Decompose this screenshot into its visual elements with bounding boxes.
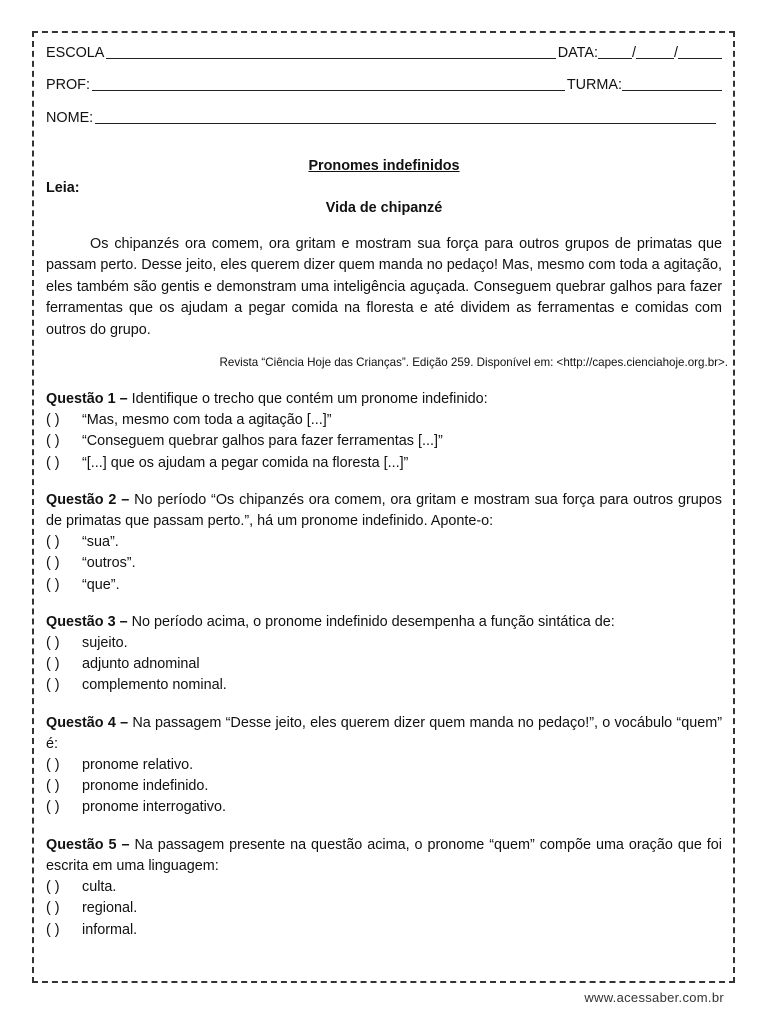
answer-checkbox[interactable]: ( ) [46, 534, 60, 551]
prof-field[interactable] [92, 89, 565, 91]
question-prompt: No período “Os chipanzés ora comem, ora gritam e mostram sua força para outros grupos de primatas que passam perto.”, há um pronome indefinido. Aponte-o: [46, 491, 722, 530]
answer-option[interactable] [46, 755, 722, 776]
question-label: Questão 1 – [46, 391, 128, 408]
escola-field[interactable] [106, 57, 555, 59]
question-text [46, 389, 722, 410]
date-month-field[interactable] [636, 57, 674, 59]
answer-option[interactable] [46, 575, 722, 596]
escola-data-row [46, 42, 722, 62]
nome-label: NOME: [46, 110, 94, 126]
answer-option[interactable] [46, 654, 722, 675]
option-text: “Mas, mesmo com toda a agitação [...]” [82, 412, 332, 429]
answer-checkbox[interactable]: ( ) [46, 879, 60, 896]
data-label: DATA: [557, 45, 598, 61]
option-text: complemento nominal. [82, 677, 227, 694]
option-text: pronome indefinido. [82, 778, 209, 795]
turma-field[interactable] [622, 89, 722, 91]
date-separator: / [632, 45, 636, 61]
question-label: Questão 3 – [46, 613, 128, 630]
answer-option[interactable] [46, 532, 722, 553]
date-year-field[interactable] [678, 57, 722, 59]
answer-checkbox[interactable]: ( ) [46, 921, 60, 938]
page-title: Pronomes indefinidos [308, 158, 460, 174]
answer-checkbox[interactable]: ( ) [46, 555, 60, 572]
answer-option[interactable] [46, 776, 722, 797]
reading-title: Vida de chipanzé [325, 200, 443, 216]
worksheet [46, 42, 728, 941]
option-text: sujeito. [82, 635, 128, 652]
question-label: Questão 2 – [46, 491, 130, 508]
question-5 [46, 835, 722, 941]
answer-option[interactable] [46, 797, 722, 818]
answer-checkbox[interactable]: ( ) [46, 635, 60, 652]
question-prompt: Na passagem presente na questão acima, o pronome “quem” compõe uma oração que foi escrita em uma linguagem: [46, 836, 722, 874]
question-4 [46, 713, 722, 819]
answer-option[interactable] [46, 675, 722, 696]
date-separator: / [674, 45, 678, 61]
reading-paragraph: Os chipanzés ora comem, ora gritam e mostram sua força para outros grupos de primatas que passam perto. Desse jeito, eles querem dizer quem manda no pedaço! Mas, mesmo com toda a agitação, eles também são gentis e demonstram uma inteligência aguçada. Conseguem quebrar galhos para fazer ferramentas que os ajudam a pegar comida na floresta e até dividem as ferramentas e comidas com outros do grupo. [46, 236, 722, 338]
option-text: “outros”. [82, 555, 136, 572]
question-2 [46, 490, 722, 596]
question-text [46, 612, 722, 633]
answer-checkbox[interactable]: ( ) [46, 454, 60, 471]
source-citation: Revista “Ciência Hoje das Crianças”. Edição 259. Disponível em: <http://capes.cienciahoje.org.br>. [219, 356, 728, 370]
answer-option[interactable] [46, 920, 722, 941]
answer-checkbox[interactable]: ( ) [46, 433, 60, 450]
option-text: “Conseguem quebrar galhos para fazer ferramentas [...]” [82, 433, 443, 450]
date-day-field[interactable] [598, 57, 632, 59]
option-text: adjunto adnominal [82, 656, 200, 673]
option-text: “que”. [82, 576, 120, 593]
footer-url: www.acessaber.com.br [584, 990, 724, 1005]
question-text [46, 835, 722, 877]
question-prompt: Identifique o trecho que contém um pronome indefinido: [127, 391, 488, 408]
option-text: pronome relativo. [82, 757, 194, 774]
answer-option[interactable] [46, 410, 722, 431]
option-text: “sua”. [82, 534, 119, 551]
answer-checkbox[interactable]: ( ) [46, 656, 60, 673]
answer-checkbox[interactable]: ( ) [46, 799, 60, 816]
answer-checkbox[interactable]: ( ) [46, 900, 60, 917]
nome-row [46, 107, 722, 127]
answer-checkbox[interactable]: ( ) [46, 778, 60, 795]
question-label: Questão 4 – [46, 714, 129, 731]
option-text: culta. [82, 879, 117, 896]
answer-option[interactable] [46, 898, 722, 919]
prof-turma-row [46, 74, 722, 94]
answer-option[interactable] [46, 633, 722, 654]
question-prompt: No período acima, o pronome indefinido desempenha a função sintática de: [127, 613, 615, 630]
question-prompt: Na passagem “Desse jeito, eles querem dizer quem manda no pedaço!”, o vocábulo “quem” é: [46, 714, 722, 752]
option-text: pronome interrogativo. [82, 799, 226, 816]
question-label: Questão 5 – [46, 836, 130, 853]
answer-option[interactable] [46, 431, 722, 452]
option-text: “[...] que os ajudam a pegar comida na floresta [...]” [82, 454, 409, 471]
answer-option[interactable] [46, 877, 722, 898]
question-text [46, 713, 722, 755]
answer-checkbox[interactable]: ( ) [46, 576, 60, 593]
question-1 [46, 389, 722, 474]
nome-field[interactable] [95, 122, 716, 124]
answer-option[interactable] [46, 453, 722, 474]
read-label: Leia: [46, 180, 80, 196]
question-3 [46, 612, 722, 697]
escola-label: ESCOLA [46, 45, 105, 61]
question-text [46, 490, 722, 532]
answer-checkbox[interactable]: ( ) [46, 757, 60, 774]
option-text: informal. [82, 921, 138, 938]
turma-label: TURMA: [566, 77, 622, 93]
option-text: regional. [82, 900, 138, 917]
answer-checkbox[interactable]: ( ) [46, 412, 60, 429]
answer-checkbox[interactable]: ( ) [46, 677, 60, 694]
prof-label: PROF: [46, 77, 90, 93]
answer-option[interactable] [46, 553, 722, 574]
